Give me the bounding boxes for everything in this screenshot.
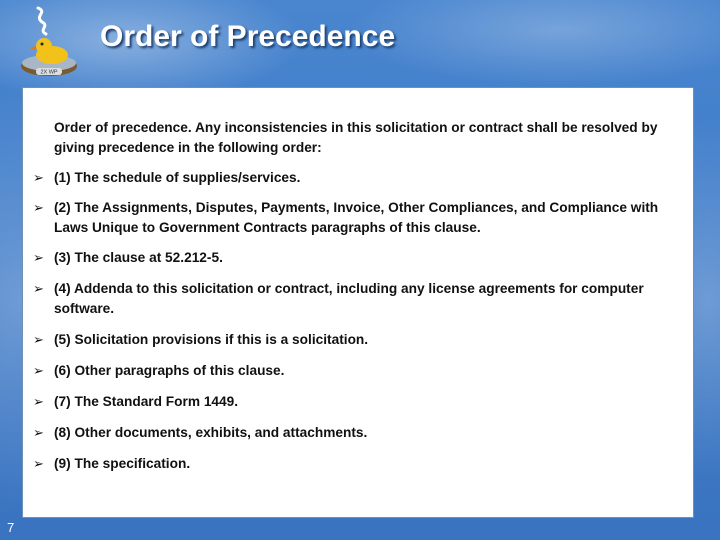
- list-item-text: (2) The Assignments, Disputes, Payments, Invoice, Other Compliances, and Compliance with Laws Unique to Government Contracts paragraphs of this clause.: [54, 200, 659, 235]
- slide-title: Order of Precedence: [100, 20, 396, 53]
- list-item-text: (9) The specification.: [54, 456, 191, 471]
- bullet-arrow-icon: ➢: [33, 425, 44, 440]
- list-item: [33, 423, 683, 443]
- bullet-arrow-icon: ➢: [33, 281, 44, 296]
- list-item: [33, 198, 683, 238]
- list-item: [33, 279, 683, 319]
- intro-paragraph: Order of precedence. Any inconsistencies in this solicitation or contract shall be resolved by giving precedence in the following order:: [54, 120, 658, 155]
- content-panel: [22, 87, 694, 518]
- list-item-text: (6) Other paragraphs of this clause.: [54, 363, 285, 378]
- list-item: [33, 330, 683, 350]
- list-item: [33, 392, 683, 412]
- list-item-text: (5) Solicitation provisions if this is a solicitation.: [54, 332, 369, 347]
- list-item-text: (7) The Standard Form 1449.: [54, 394, 239, 409]
- list-item: [33, 454, 683, 474]
- logo-text: 2X WP: [40, 69, 58, 76]
- bullet-arrow-icon: ➢: [33, 332, 44, 347]
- bullet-arrow-icon: ➢: [33, 200, 44, 215]
- list-item-text: (3) The clause at 52.212-5.: [54, 250, 223, 265]
- precedence-list: [33, 168, 683, 474]
- list-item: [33, 361, 683, 381]
- page-number: 7: [7, 520, 15, 535]
- list-item-text: (1) The schedule of supplies/services.: [54, 170, 301, 185]
- bullet-arrow-icon: ➢: [33, 456, 44, 471]
- bullet-arrow-icon: ➢: [33, 250, 44, 265]
- list-item-text: (8) Other documents, exhibits, and attachments.: [54, 425, 368, 440]
- list-item: [33, 168, 683, 188]
- bullet-arrow-icon: ➢: [33, 363, 44, 378]
- bullet-arrow-icon: ➢: [33, 170, 44, 185]
- duck-logo-icon: [16, 6, 86, 80]
- list-item: [33, 248, 683, 268]
- list-item-text: (4) Addenda to this solicitation or contract, including any license agreements for computer software.: [54, 281, 644, 316]
- bullet-arrow-icon: ➢: [33, 394, 44, 409]
